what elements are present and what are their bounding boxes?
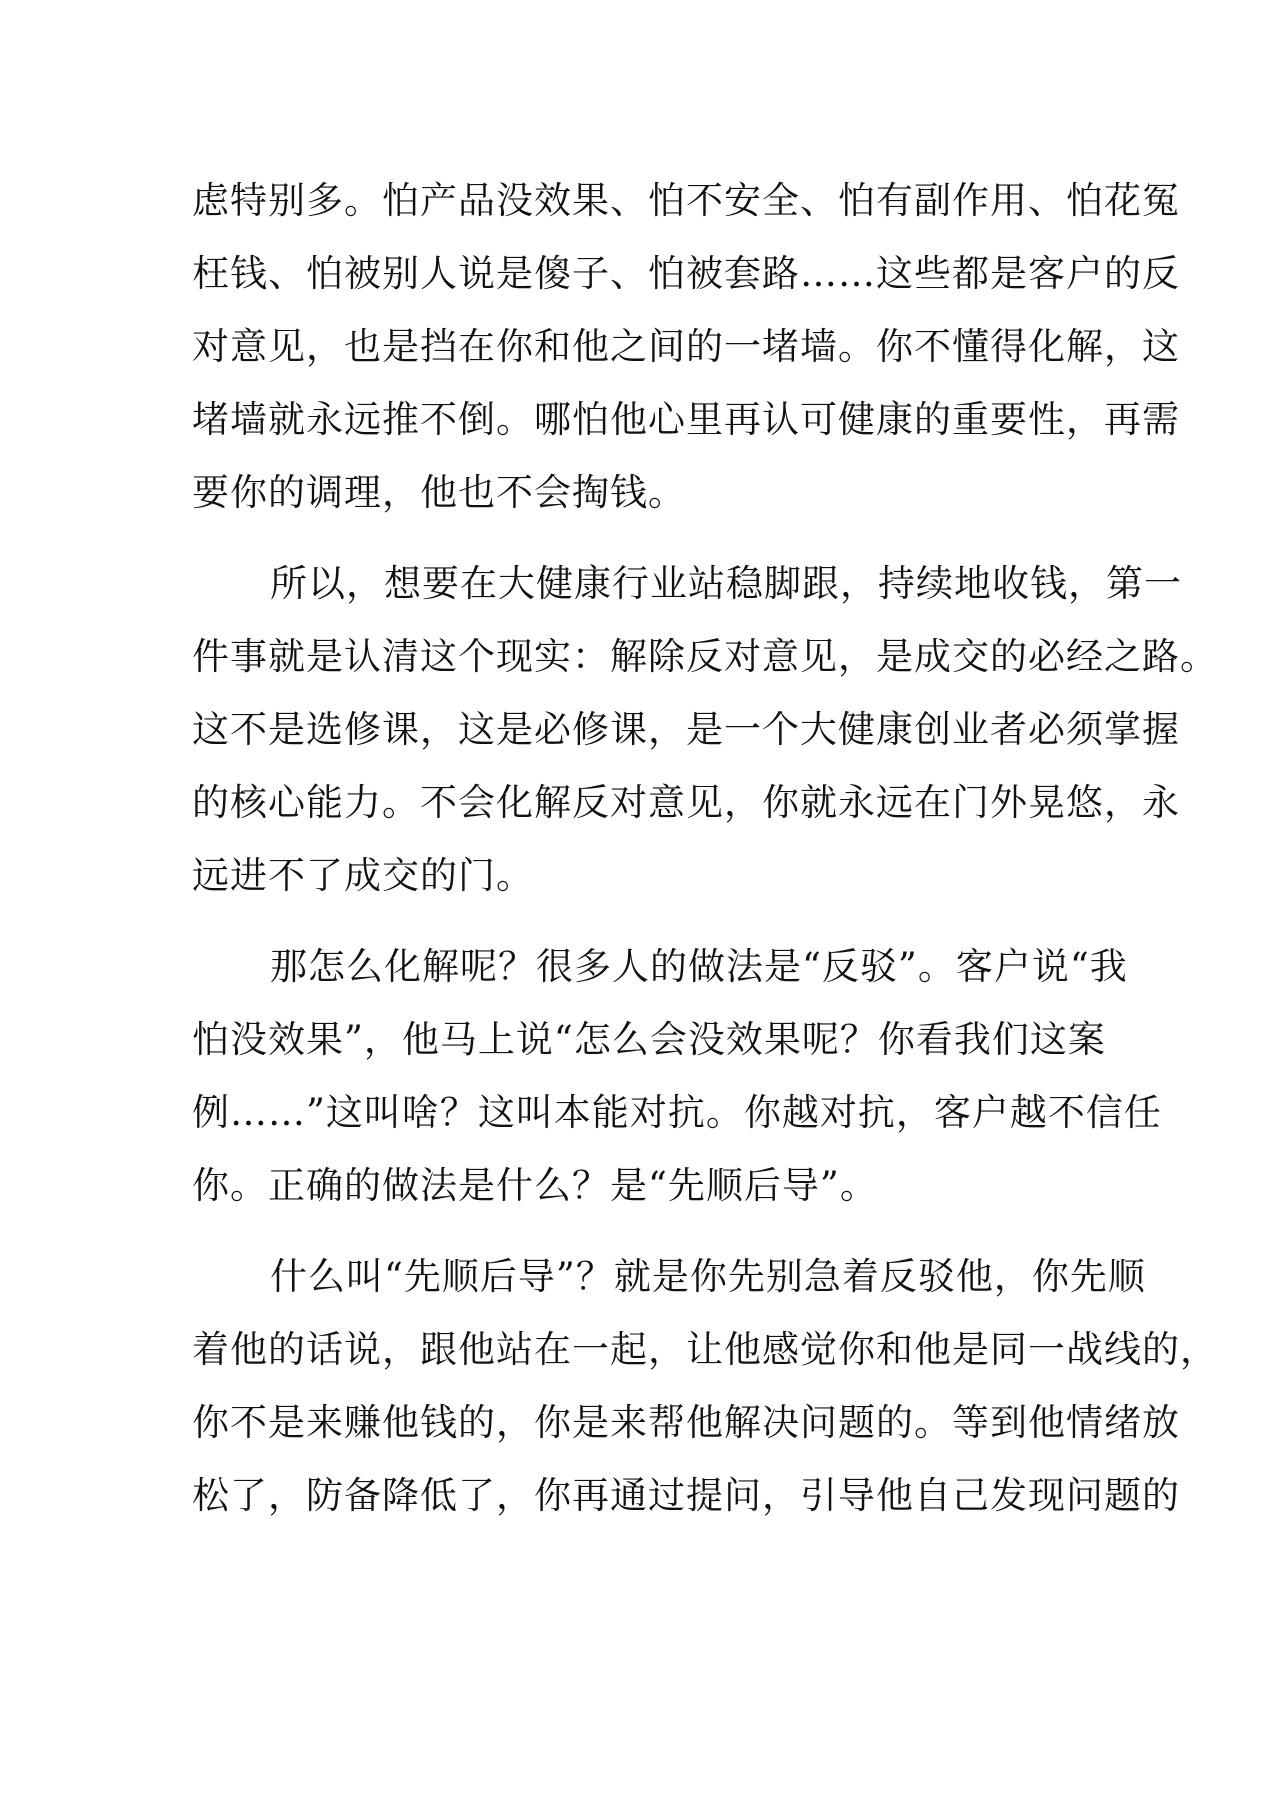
text-line: 对意见，也是挡在你和他之间的一堵墙。你不懂得化解，这	[192, 325, 1180, 368]
text-line: 什么叫“先顺后导”？就是你先别急着反驳他，你先顺	[270, 1255, 1146, 1298]
paragraph-1	[192, 164, 1180, 529]
text-line: 你。正确的做法是什么？是“先顺后导”。	[192, 1164, 878, 1207]
text-line: 例……”这叫啥？这叫本能对抗。你越对抗，客户越不信任	[192, 1091, 1162, 1134]
text-line: 你不是来赚他钱的，你是来帮他解决问题的。等到他情绪放	[192, 1401, 1180, 1444]
text-line: 所以，想要在大健康行业站稳脚跟，持续地收钱，第一	[270, 562, 1182, 605]
paragraph-spacer	[192, 1222, 1082, 1240]
text-line: 堵墙就永远推不倒。哪怕他心里再认可健康的重要性，再需	[192, 398, 1180, 441]
paragraph-spacer	[192, 529, 1082, 547]
text-line: 这不是选修课，这是必修课，是一个大健康创业者必须掌握	[192, 708, 1180, 751]
text-line: 松了，防备降低了，你再通过提问，引导他自己发现问题的	[192, 1474, 1180, 1517]
body-text	[192, 164, 1218, 1532]
text-line: 枉钱、怕被别人说是傻子、怕被套路……这些都是客户的反	[192, 252, 1180, 295]
text-line: 虑特别多。怕产品没效果、怕不安全、怕有副作用、怕花冤	[192, 179, 1180, 222]
text-line: 怕没效果”，他马上说“怎么会没效果呢？你看我们这案	[192, 1018, 1106, 1061]
paragraph-2	[192, 547, 1218, 912]
text-line: 的核心能力。不会化解反对意见，你就永远在门外晃悠，永	[192, 781, 1180, 824]
text-line: 着他的话说，跟他站在一起，让他感觉你和他是同一战线的，	[192, 1328, 1218, 1371]
paragraph-spacer	[192, 912, 1082, 930]
text-line: 件事就是认清这个现实：解除反对意见，是成交的必经之路。	[192, 635, 1218, 678]
paragraph-3	[192, 930, 1162, 1222]
text-line: 要你的调理，他也不会掏钱。	[192, 471, 686, 514]
text-line: 那怎么化解呢？很多人的做法是“反驳”。客户说“我	[270, 945, 1128, 988]
text-line: 远进不了成交的门。	[192, 854, 534, 897]
paragraph-4	[192, 1240, 1218, 1532]
